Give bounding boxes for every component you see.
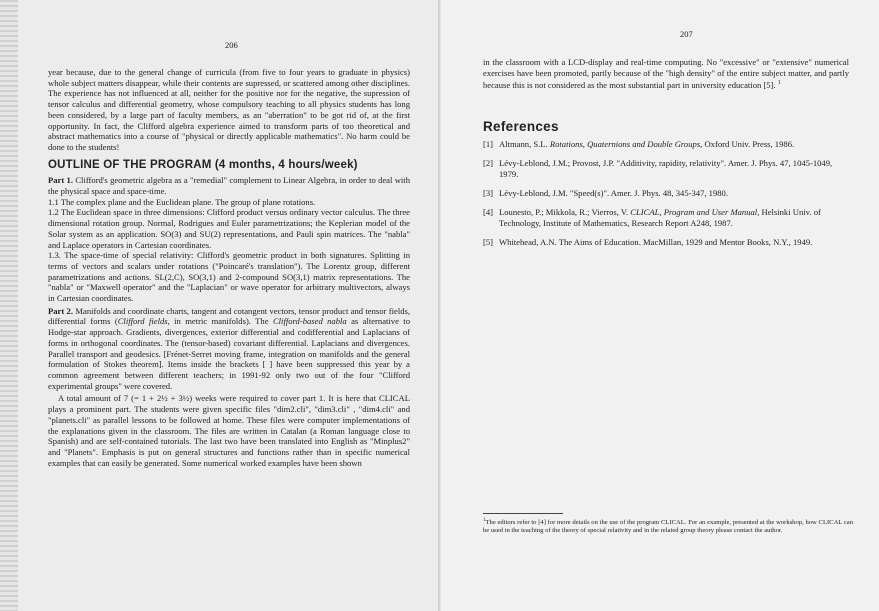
part2-paragraph [48, 306, 410, 392]
part2-text-a: Manifolds and coordinate charts, tangent and cotangent vectors, tensor product and tensor fields, differential forms ( [48, 305, 410, 327]
item-1-2: 1.2 The Euclidean space in three dimensions: Clifford product versus ordinary vector calculus. The three dimensional rotation group. Normal, Rodrigues and Euler parametrizations; the Keplerian model of the Solar system as an application. SO(3) and SU(2) representations, and Pauli spin matrices. The "nabla" and Laplace operators in Cartesian coordinates. [48, 207, 410, 250]
reference-list [483, 139, 851, 256]
footnote-text: The editors refer to [4] for more details on the use of the program CLICAL. For an example, presented at the workshop, how CLICAL can be used in the teaching of the theory of special relativity and in the related group theory please contact the author. [483, 519, 853, 535]
part2-label: Part 2. [48, 305, 74, 316]
reference-number: [1] [483, 139, 494, 149]
footnote-number: 1 [483, 518, 486, 523]
reference-item [483, 188, 851, 199]
reference-number: [2] [483, 158, 494, 168]
reference-text [499, 158, 851, 180]
reference-title: Rotations, Quaternions and Double Groups [549, 139, 701, 149]
reference-item [483, 207, 851, 229]
right-page [441, 0, 879, 611]
footnote-mark: 1 [777, 80, 781, 87]
reference-text-part: Whitehead, A.N. The Aims of Education. MacMillan, 1929 and Mentor Books, N.Y., 1949. [499, 237, 813, 247]
reference-text-part: Lévy-Leblond, J.M.; Provost, J.P. "Additivity, rapidity, relativity". Amer. J. Phys. 47, 1045-1049, 1979. [499, 158, 833, 179]
reference-text-part: Lounesto, P.; Mikkola, R.; Vierros, V. [499, 207, 631, 217]
reference-text [499, 139, 851, 150]
part2-text-c: as alternative to Hodge-star approach. Gradients, divergences, exterior differential and codifferential and Laplacians of forms in orthogonal coordinates. The (tensor-based) covariant differential. Laplacians and divergences. Parallel transport and geodesics. [Frénet-Serret moving frame, integration on manifolds and the general formulation of Stokes theorem]. Items inside the brackets [ ] have been suppressed this year by a common agreement between different teachers; in 1991-92 only two out of the four "Clifford experimental groups" were covered. [48, 316, 410, 391]
footnote-rule [483, 513, 563, 514]
outline-heading: OUTLINE OF THE PROGRAM (4 months, 4 hours/week) [48, 158, 358, 171]
reference-item [483, 237, 851, 248]
footnote [483, 517, 853, 535]
reference-text-part: , Helsinki Univ. of Technology, Institute of Mathematics, Research Report A248, 1987. [499, 207, 821, 228]
part1-paragraph [48, 175, 410, 196]
reference-number: [3] [483, 188, 494, 198]
reference-item [483, 158, 851, 180]
intro-paragraph: year because, due to the general change of curricula (from five to four years to graduate in physics) whole subject matters disappear, while their contents are supressed, or scattered among other disciplines. The experience has not influenced at all, neither for the positive nor for the negative, the supression of tensor calculus and differential geometry, whose compulsory teaching to all physics students has long been considered, by a large part of faculty members, as an "aberration" to be got rid of, at the first opportunity. In fact, the Clifford algebra experience aimed to transform parts of too theoretical and abstract mathematics into a course of "physical or directly applicable mathematics". No harm could be done to the students! [48, 67, 410, 152]
page-number-left: 206 [225, 40, 238, 50]
reference-number: [4] [483, 207, 494, 217]
reference-text-part: Altmann, S.L. [499, 139, 550, 149]
reference-text-part: , Oxford Univ. Press, 1986. [700, 139, 795, 149]
reference-text [499, 237, 851, 248]
part2-italic-b: Clifford-based nabla [272, 316, 347, 327]
continuation-paragraph [483, 57, 849, 91]
reference-text [499, 207, 851, 229]
references-heading: References [483, 119, 559, 134]
reference-number: [5] [483, 237, 494, 247]
part1-label: Part 1. [48, 175, 73, 186]
reference-text-part: Lévy-Leblond, J.M. "Speed(s)". Amer. J. Phys. 48, 345-347, 1980. [499, 188, 729, 198]
page-number-right: 207 [680, 29, 693, 39]
part1-text: Clifford's geometric algebra as a "remedial" complement to Linear Algebra, in order to deal with the physical space and space-time. [48, 175, 410, 197]
item-1-3: 1.3. The space-time of special relativity: Clifford's geometric product in both signatures. Splitting in terms of vectors and scalars under rotations ("Poincaré's translation"). The Lorentz group, different parametrizations and actions. SL(2,C), SO(3,1) and 2-compound SO(3,1) matrix representations. The "nabla" or "Maxwell operator" and the "Laplacian" or wave operator for arbitrary multivectors, always in Cartesian coordinates. [48, 250, 410, 304]
item-1-1: 1.1 The complex plane and the Euclidean plane. The group of plane rotations. [48, 196, 316, 207]
page-edge-shadow [0, 0, 18, 611]
continuation-text: in the classroom with a LCD-display and real-time computing. No "excessive" or "extensive" numerical exercises have been promoted, partly because of the "high density" of the entire subject matter, and partly because this is not considered as the most substantial part in university education [5]. [483, 57, 849, 91]
reference-item [483, 139, 851, 150]
left-page-body [48, 67, 410, 468]
reference-text [499, 188, 851, 199]
part2-italic-a: Clifford fields [117, 316, 168, 327]
reference-title: CLICAL, Program and User Manual [630, 207, 758, 217]
part2-text-b: , in metric manifolds). The [167, 316, 273, 327]
closing-paragraph: A total amount of 7 (= 1 + 2½ + 3½) weeks were required to cover part 1. It is here that CLICAL plays a prominent part. The students were given specific files "dim2.cli", "dim3.cli" , "dim4.cli" and "planets.cli" as parallel lessons to be followed at home. These files were computer implementations of the explanations given in the classroom. The files are written in Catalan (a Roman language close to Spanish) and are self-contained tutorials. The last two have been translated into English as "Minplus2" and "Planets". Emphasis is put on general structures and functions rather than in specific numerical examples that can easily be generated. Some numerical worked examples have been shown [48, 393, 410, 468]
